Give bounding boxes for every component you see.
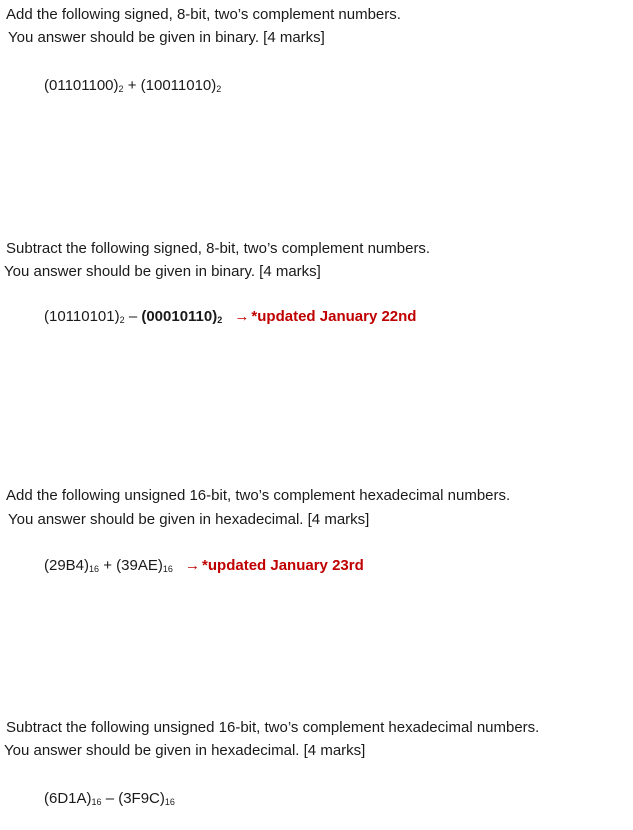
q3-operand-a: (29B4) (44, 557, 90, 574)
q4-instruction-line2: You answer should be given in hexadecimal. [4 marks] (4, 742, 366, 759)
q2-base-a: 2 (119, 315, 125, 325)
q1-operand-a: (01101100) (44, 77, 119, 94)
q4-base-a: 16 (91, 797, 102, 807)
q2-instruction-line2: You answer should be given in binary. [4 marks] (4, 263, 321, 280)
arrow-right-icon: → (234, 308, 250, 325)
q4-operand-a: (6D1A) (44, 790, 92, 807)
q3-operator: + (103, 557, 112, 574)
q3-operand-b: (39AE) (116, 557, 163, 574)
q4-operator: – (105, 790, 115, 807)
q3-base-b: 16 (162, 564, 173, 574)
q3-base-a: 16 (89, 564, 100, 574)
q1-base-a: 2 (118, 84, 124, 94)
q4-base-b: 16 (164, 797, 175, 807)
q3-instruction-line1: Add the following unsigned 16-bit, two’s complement hexadecimal numbers. (6, 487, 511, 504)
q1-instruction-line1: Add the following signed, 8-bit, two’s complement numbers. (6, 6, 401, 23)
q2-operand-a: (10110101) (44, 308, 120, 325)
q1-operand-b: (10011010) (140, 77, 217, 94)
q2-expression (44, 308, 416, 326)
q3-update-note: *updated January 23rd (202, 557, 364, 574)
q2-base-b: 2 (217, 315, 223, 325)
q1-expression (44, 77, 221, 95)
arrow-right-icon: → (185, 557, 201, 574)
q4-instruction-line1: Subtract the following unsigned 16-bit, two’s complement hexadecimal numbers. (6, 719, 540, 736)
q2-operand-b: (00010110) (141, 308, 218, 325)
q3-expression (44, 557, 364, 575)
q1-instruction-line2: You answer should be given in binary. [4 marks] (8, 29, 325, 46)
q1-base-b: 2 (216, 84, 222, 94)
q1-operator: + (127, 77, 137, 94)
q2-operator: – (128, 308, 138, 325)
q4-operand-b: (3F9C) (118, 790, 165, 807)
q2-update-note: *updated January 22nd (251, 308, 417, 325)
q2-instruction-line1: Subtract the following signed, 8-bit, two’s complement numbers. (6, 240, 431, 257)
q3-instruction-line2: You answer should be given in hexadecimal. [4 marks] (8, 511, 370, 528)
q4-expression (44, 790, 175, 808)
